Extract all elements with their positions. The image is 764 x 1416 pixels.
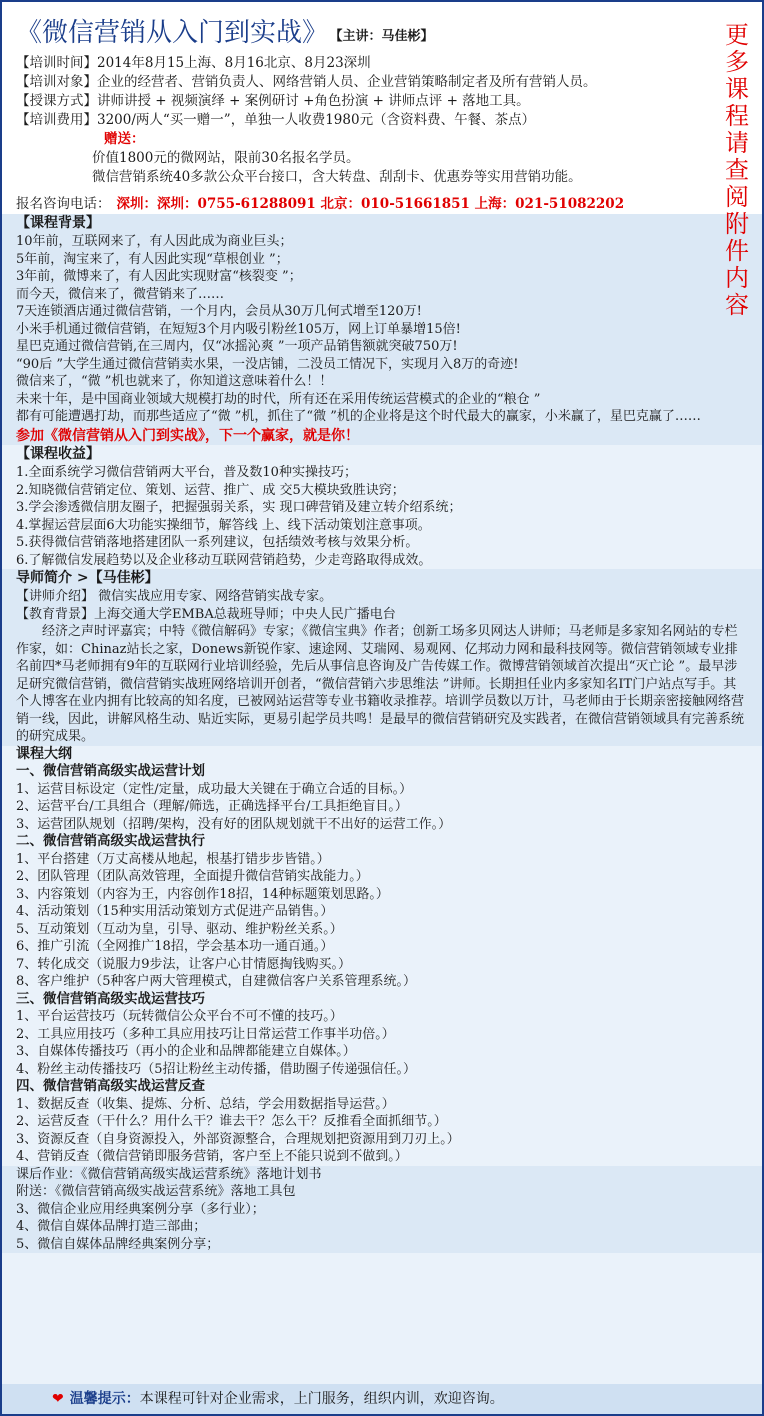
benefit-item: 6.了解微信发展趋势以及企业移动互联网营销趋势，少走弯路取得成效。 [16,552,432,568]
info-block [16,54,702,187]
mentor-bio: 经济之声时评嘉宾；中特《微信解码》专家；《微信宝典》作者；创新工场多贝网达人讲师；马老师是多家知名网站的专栏作家，如：Chinaz站长之家，Donews新锐作家、速途网、艾瑞网、易观网、亿邦动力网和最科技网等。微信营销领域专业排名前四*马老师拥有9年的互联网行业培训经验，先后从事信息咨询及广告传媒工作。微博营销领域首次提出“灭亡论 ”。最早涉足研究微信营销，微信营销实战班网络培训开创者，“微信营销六步思维法 ”讲师。长期担任业内多家知名IT门户站点写手。其个人博客在业内拥有比较高的知名度，已被网站运营等专业书籍收录推荐。培训学员数以万计，马老师由于长期亲密接触网络营销一线，因此，讲解风格生动、贴近实际，更易引起学员共鸣！是最早的微信营销研究及实践者，在微信营销领域具有完善系统的研究成果。 [16,624,745,744]
outline-item: 4、粉丝主动传播技巧（5招让粉丝主动传播，借助圈子传递强信任。） [16,1061,417,1077]
contact-phones: 深圳：深圳：0755-61288091 北京：010-51661851 上海：021-51082202 [116,196,625,212]
course-title: 《微信营销从入门到实战》 [16,18,329,48]
side-note: 更多课程请查阅附件内容 [725,21,749,319]
outline-item: 4、营销反查（微信营销即服务营销，客户至上不能只说到不做到。） [16,1149,408,1164]
background-line: 而今天，微信来了，微营销来了…… [16,286,225,302]
background-heading: 【课程背景】 [16,215,100,231]
background-line: 微信来了，“微 ”机也就来了，你知道这意味着什么！！ [16,374,333,389]
gift-block [16,130,702,187]
outline-item: 2、团队管理（团队高效管理，全面提升微信营销实战能力。） [16,869,369,884]
after-item: 课后作业：《微信营销高级实战运营系统》落地计划书 [16,1166,322,1182]
outline-item: 5、互动策划（互动为皇，引导、驱动、维护粉丝关系。） [16,921,343,937]
mentor-section [2,569,762,746]
outline-item: 3、自媒体传播技巧（再小的企业和品牌都能建立自媒体。） [16,1044,356,1059]
background-line: 7天连锁酒店通过微信营销，一个月内，会员从30万几何式增至120万! [16,304,422,319]
gift-line: 价值1800元的微网站，限前30名报名学员。 [92,150,360,166]
outline-part-title: 三、微信营销高级实战运营技巧 [16,990,205,1007]
outline-item: 3、资源反查（自身资源投入，外部资源整合，合理规划把资源用到刀刃上。） [16,1131,460,1147]
outline-item: 8、客户维护（5种客户两大管理模式，自建微信客户关系管理系统。） [16,974,417,989]
background-line: 3年前，微博来了，有人因此实现财富“核裂变 ”； [16,269,302,284]
outline-item: 1、运营目标设定（定性/定量，成功最大关键在于确立合适的目标。） [16,781,413,797]
info-row-audience: 【培训对象】企业的经营者、营销负责人、网络营销人员、企业营销策略制定者及所有营销人员。 [16,74,597,90]
benefit-item: 5.获得微信营销落地搭建团队一系列建议，包括绩效考核与效果分析。 [16,535,419,550]
outline-item: 3、运营团队规划（招聘/架构，没有好的团队规划就干不出好的运营工作。） [16,816,452,832]
benefit-item: 3.学会渗透微信朋友圈子，把握强弱关系，实 现口碑营销及建立转介绍系统； [16,500,462,515]
lecturer-label: 【主讲：马佳彬】 [336,28,434,44]
heart-icon: ❤ [52,1391,64,1407]
contact-row [16,192,624,212]
after-item: 4、微信自媒体品牌打造三部曲； [16,1219,207,1234]
background-line: 5年前，淘宝来了，有人因此实现“草根创业 ”； [16,251,289,267]
benefits-heading: 【课程收益】 [16,446,100,462]
background-line: 都有可能遭遇打劫，而那些适应了“微 ”机，抓住了“微 ”机的企业将是这个时代最大的赢家，小米赢了，星巴克赢了…… [16,409,701,424]
outline-item: 2、工具应用技巧（多种工具应用技巧让日常运营工作事半功倍。） [16,1026,395,1042]
outline-item: 1、平台运营技巧（玩转微信公众平台不可不懂的技巧。） [16,1009,343,1024]
outline-part-title: 一、微信营销高级实战运营计划 [16,763,205,779]
contact-label: 报名咨询电话： [16,196,111,212]
outline-part-title: 二、微信营销高级实战运营执行 [16,833,205,849]
background-section [2,214,762,445]
mentor-education: 【教育背景】上海交通大学EMBA总裁班导师；中央人民广播电台 [16,606,396,622]
benefit-item: 1.全面系统学习微信营销两大平台，普及数10种实操技巧； [16,465,357,480]
outline-item: 1、数据反查（收集、提炼、分析、总结，学会用数据指导运营。） [16,1096,395,1112]
info-row-fee: 【培训费用】3200/两人“买一赠一”，单独一人收费1980元（含资料费、午餐、茶点） [16,112,536,128]
background-highlight: 参加《微信营销从入门到实战》，下一个赢家，就是你！ [16,427,359,444]
outline-item: 1、平台搭建（万丈高楼从地起，根基打错步步皆错。） [16,851,330,867]
outline-item: 2、运营反查（干什么？用什么干？谁去干？怎么干？反推看全面抓细节。） [16,1114,447,1129]
info-row-time: 【培训时间】2014年8月15上海、8月16北京、8月23深圳 [16,55,371,71]
outline-item: 7、转化成交（说服力9步法，让客户心甘情愿掏钱购买。） [16,956,352,972]
mentor-heading: 导师简介 >【马佳彬】 [16,570,159,586]
after-item: 5、微信自媒体品牌经典案例分享； [16,1236,220,1252]
outline-heading: 课程大纲 [16,745,72,762]
gift-label: 赠送： [104,131,145,147]
background-line: 未来十年，是中国商业领域大规模打劫的时代，所有还在采用传统运营模式的企业的“粮仓 ” [16,391,541,407]
footer-tip [2,1384,762,1414]
outline-item: 3、内容策划（内容为王，内容创作18招，14种标题策划思路。） [16,886,389,902]
tip-label: 温馨提示： [69,1391,140,1407]
benefit-item: 2.知晓微信营销定位、策划、运营、推广、成 交5大模块致胜诀窍； [16,482,405,498]
info-row-method: 【授课方式】讲师讲授 + 视频演绎 + 案例研讨 +角色扮演 + 讲师点评 + 落地工具。 [16,93,530,109]
page-title [16,12,434,49]
outline-item: 4、活动策划（15种实用活动策划方式促进产品销售。） [16,904,334,919]
tip-text: 本课程可针对企业需求，上门服务，组织内训，欢迎咨询。 [139,1391,504,1407]
outline-item: 2、运营平台/工具组合（理解/筛选，正确选择平台/工具拒绝盲目。） [16,799,408,814]
after-item: 3、微信企业应用经典案例分享（多行业）； [16,1201,265,1217]
benefit-item: 4.掌握运营层面6大功能实操细节，解答线 上、线下活动策划注意事项。 [16,517,431,533]
background-line: 小米手机通过微信营销，在短短3个月内吸引粉丝105万，网上订单暴增15倍! [16,321,461,337]
outline-part-title: 四、微信营销高级实战运营反查 [16,1078,205,1094]
background-line: “90后 ”大学生通过微信营销卖水果，一没店铺，二没员工情况下，实现月入8万的奇迹! [16,356,519,372]
after-class-section [2,1166,762,1254]
outline-section [2,746,762,1166]
mentor-intro: 【讲师介绍】 微信实战应用专家、网络营销实战专家。 [16,589,333,604]
after-item: 附送：《微信营销高级实战运营系统》落地工具包 [16,1184,296,1199]
outline-item: 6、推广引流（全网推广18招，学会基本功一通百通。） [16,939,334,954]
gift-line: 微信营销系统40多款公众平台接口，含大转盘、刮刮卡、优惠券等实用营销功能。 [92,169,582,185]
background-line: 10年前，互联网来了，有人因此成为商业巨头； [16,234,293,249]
background-line: 星巴克通过微信营销,在三周内，仅“冰摇沁爽 ”一项产品销售额就突破750万! [16,339,458,354]
benefits-section [2,445,762,569]
